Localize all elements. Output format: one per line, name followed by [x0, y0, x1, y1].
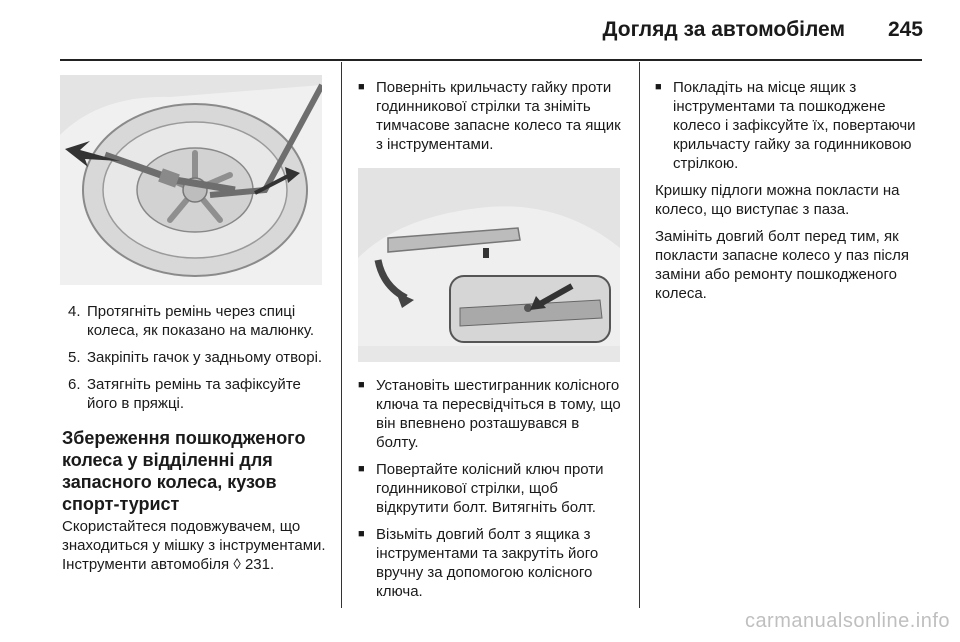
page-title: Догляд за автомобілем — [602, 18, 845, 41]
steps-list — [62, 302, 330, 413]
reference-page: 231. — [244, 556, 275, 573]
right-column — [655, 78, 923, 311]
paragraph: Замініть довгий болт перед тим, як покласти запасне колесо у паз після заміни або ремонту пошкодженого колеса. — [655, 228, 910, 302]
step-number: 5. — [68, 349, 81, 366]
reference-arrow-icon: ◊ — [233, 556, 241, 573]
bullet-list — [358, 78, 624, 154]
spare-wheel-strap-illustration — [60, 75, 322, 285]
step-item — [62, 348, 330, 367]
step-item — [62, 302, 330, 340]
header-divider — [60, 59, 922, 61]
bullet-item: ■ Візьміть довгий болт з ящика з інструментами та закрутіть його вручну за допомогою колісного ключа. — [358, 525, 624, 601]
step-item — [62, 375, 330, 413]
step-text: Протягніть ремінь через спиці колеса, як показано на малюнку. — [87, 303, 315, 339]
paragraph: Кришку підлоги можна покласти на колесо, що виступає з паза. — [655, 182, 900, 218]
step-text: Закріпіть гачок у задньому отворі. — [87, 349, 323, 366]
bullet-item: ■ Установіть шестигранник колісного ключа та пересвідчіться в тому, що він впевнено розташувався в болту. — [358, 376, 624, 452]
bullet-item: ■ Покладіть на місце ящик з інструментами та пошкоджене колесо і зафіксуйте їх, повертаючи крильчасту гайку за годинниковою стрілкою. — [655, 78, 923, 173]
section-text: Скористайтеся подовжувачем, що знаходиться у мішку з інструментами. Інструменти автомобіля — [62, 518, 326, 573]
page-number: 245 — [887, 18, 923, 41]
bullet-item: ■ Поверніть крильчасту гайку проти годинникової стрілки та зніміть тимчасове запасне колесо та ящик з інструментами. — [358, 78, 624, 154]
floor-bolt-illustration — [358, 168, 620, 362]
left-column — [62, 302, 330, 582]
step-number: 4. — [68, 303, 81, 320]
middle-column-top — [358, 78, 624, 162]
bullet-item: ■ Повертайте колісний ключ проти годинникової стрілки, щоб відкрутити болт. Витягніть болт. — [358, 460, 624, 517]
step-number: 6. — [68, 376, 81, 393]
bullet-list — [655, 78, 923, 173]
middle-column-bottom — [358, 376, 624, 609]
column-divider-right — [639, 62, 640, 608]
step-text: Затягніть ремінь та зафіксуйте його в пряжці. — [87, 376, 301, 412]
column-divider-left — [341, 62, 342, 608]
bullet-list — [358, 376, 624, 601]
watermark-text: carmanualsonline.info — [744, 610, 950, 632]
section-heading: Збереження пошкодженого колеса у відділенні для запасного колеса, кузов спорт-турист — [62, 428, 306, 514]
section-paragraph — [62, 517, 330, 574]
